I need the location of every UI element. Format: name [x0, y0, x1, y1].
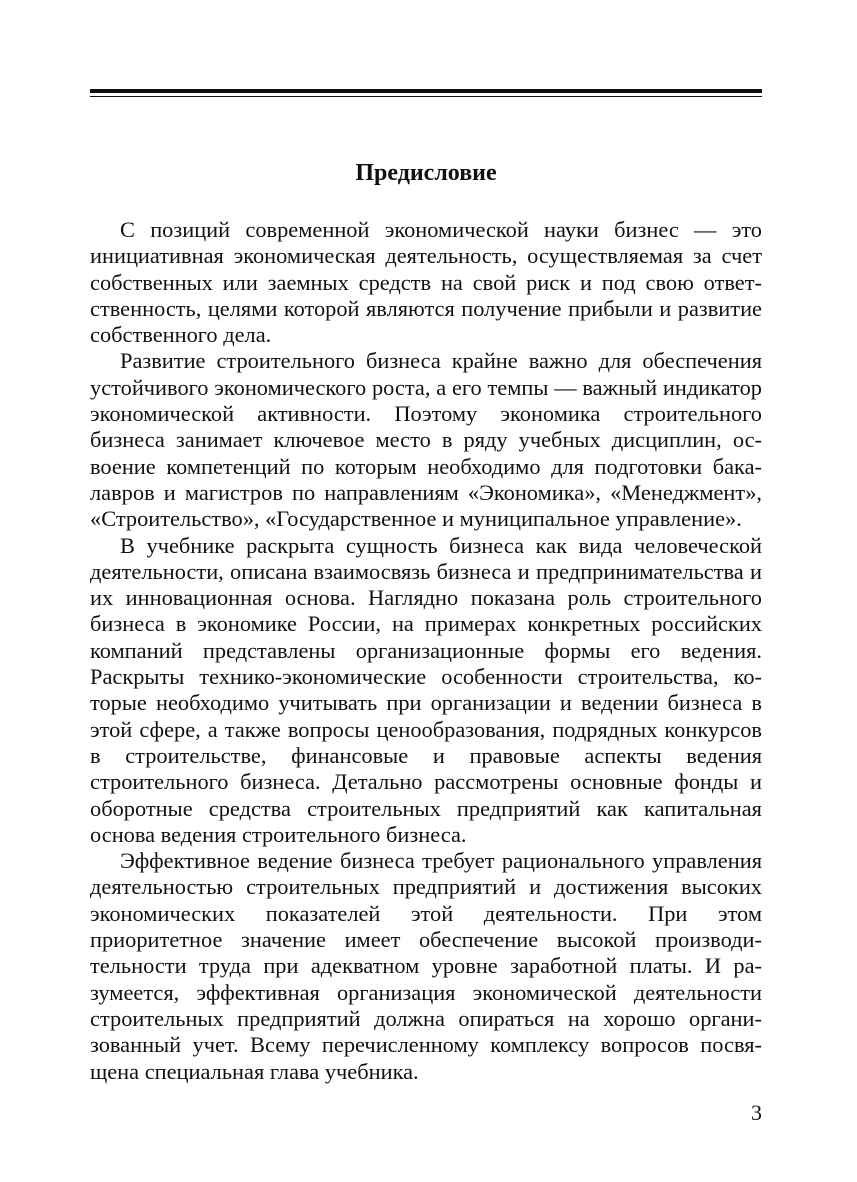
header-rule-thin: [90, 96, 762, 97]
page-number: 3: [751, 1100, 762, 1125]
paragraph-3: В учебнике раскрыта сущность бизнеса как вида человеческой деятельности, описана взаимосвязь бизнеса и предпринимательства и их инновационная основа. Наглядно показана роль строительного бизнеса в экономике России, на примерах конкретных российских компаний представлены организационные формы его ведения. Раскрыты технико-экономические особенности строительства, которые необходимо учитывать при организации и ведении бизнеса в этой сфере, а также вопросы ценообразования, подрядных конкурсов в строительстве, финансовые и правовые аспекты ведения строительного бизнеса. Детально рассмотрены основные фонды и оборотные средства строительных предприятий как капитальная основа ведения строительного бизнеса.: [90, 532, 762, 847]
paragraph-2: Развитие строительного бизнеса крайне важно для обеспечения устойчивого экономического роста, а его темпы — важный индикатор экономической активности. Поэтому экономика строительного бизнеса занимает ключевое место в ряду учебных дисциплин, освоение компетенций по которым необходимо для подготовки бакалавров и магистров по направлениям «Экономика», «Менеджмент», «Строительство», «Государственное и муниципальное управление».: [90, 348, 762, 532]
body-text: [90, 217, 762, 1085]
section-heading: Предисловие: [355, 160, 497, 186]
header-rule-thick: [90, 89, 762, 93]
paragraph-1: С позиций современной экономической науки бизнес — это инициативная экономическая деятельность, осуществляемая за счет собственных или заемных средств на свой риск и под свою ответственность, целями которой являются получение прибыли и развитие собственного дела.: [90, 217, 762, 348]
paragraph-4: Эффективное ведение бизнеса требует рационального управления деятельностью строительных предприятий и достижения высоких экономических показателей этой деятельности. При этом приоритетное значение имеет обеспечение высокой производительности труда при адекватном уровне заработной платы. И разумеется, эффективная организация экономической деятельности строительных предприятий должна опираться на хорошо организованный учет. Всему перечисленному комплексу вопросов посвящена специальная глава учебника.: [90, 848, 762, 1084]
